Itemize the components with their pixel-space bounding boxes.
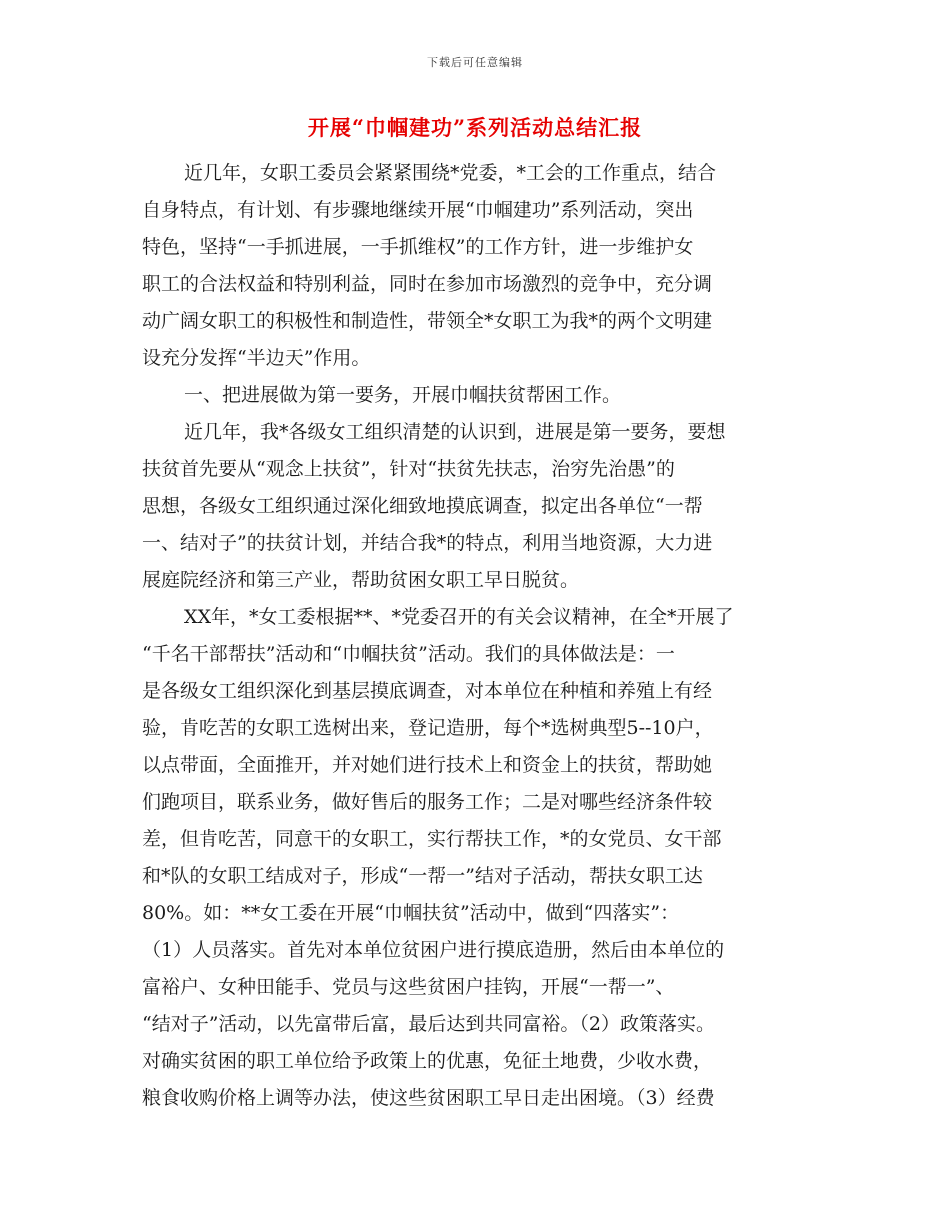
- text-line: 粮食收购价格上调等办法，使这些贫困职工早日走出困境。（3）经费: [142, 1087, 715, 1109]
- text-line: XX年，*女工委根据**、*党委召开的有关会议精神，在全*开展了: [184, 606, 734, 628]
- document-title: 开展“巾帼建功”系列活动总结汇报: [307, 115, 643, 140]
- paragraph-activities: [142, 599, 807, 1117]
- text-line: 动广阔女职工的积极性和制造性，带领全*女职工为我*的两个文明建: [142, 310, 713, 332]
- paragraph-intro: [142, 155, 807, 377]
- text-line: 80%。如：**女工委在开展“巾帼扶贫”活动中，做到“四落实”：: [142, 902, 680, 924]
- text-line: 近几年，女职工委员会紧紧围绕*党委，*工会的工作重点，结合: [184, 162, 717, 184]
- text-line: 自身特点，有计划、有步骤地继续开展“巾帼建功”系列活动，突出: [142, 199, 694, 221]
- text-line: 是各级女工组织深化到基层摸底调查，对本单位在种植和养殖上有经: [142, 680, 713, 702]
- text-line: 扶贫首先要从“观念上扶贫”，针对“扶贫先扶志，治穷先治愚”的: [142, 458, 675, 480]
- text-line: 一、把进展做为第一要务，开展巾帼扶贫帮困工作。: [184, 384, 622, 406]
- text-line: “结对子”活动，以先富带后富，最后达到共同富裕。（2）政策落实。: [142, 1013, 716, 1035]
- text-line: （1）人员落实。首先对本单位贫困户进行摸底造册，然后由本单位的: [142, 939, 725, 961]
- text-line: 们跑项目，联系业务，做好售后的服务工作；二是对哪些经济条件较: [142, 791, 713, 813]
- text-line: 一、结对子”的扶贫计划，并结合我*的特点，利用当地资源，大力进: [142, 532, 713, 554]
- text-line: 设充分发挥“半边天”作用。: [142, 347, 371, 369]
- text-line: “千名干部帮扶”活动和“巾帼扶贫”活动。我们的具体做法是：一: [142, 643, 675, 665]
- text-line: 和*队的女职工结成对子，形成“一帮一”结对子活动，帮扶女职工达: [142, 865, 703, 887]
- header-note: 下载后可任意编辑: [427, 56, 523, 69]
- text-line: 展庭院经济和第三产业，帮助贫困女职工早日脱贫。: [142, 569, 580, 591]
- text-line: 富裕户、女种田能手、党员与这些贫困户挂钩，开展“一帮一”、: [142, 976, 675, 998]
- paragraph-awareness: [142, 414, 807, 599]
- text-line: 差，但肯吃苦，同意干的女职工，实行帮扶工作，*的女党员、女干部: [142, 828, 722, 850]
- document-body: [142, 155, 807, 1117]
- text-line: 思想，各级女工组织通过深化细致地摸底调查，拟定出各单位“一帮: [142, 495, 703, 517]
- text-line: 对确实贫困的职工单位给予政策上的优惠，免征土地费，少收水费，: [142, 1050, 713, 1072]
- text-line: 近几年，我*各级女工组织清楚的认识到，进展是第一要务，要想: [184, 421, 726, 443]
- text-line: 职工的合法权益和特别利益，同时在参加市场激烈的竞争中，充分调: [142, 273, 713, 295]
- section-heading-1: [142, 377, 807, 414]
- text-line: 特色，坚持“一手抓进展，一手抓维权”的工作方针，进一步维护女: [142, 236, 694, 258]
- text-line: 以点带面，全面推开，并对她们进行技术上和资金上的扶贫，帮助她: [142, 754, 713, 776]
- text-line: 验，肯吃苦的女职工选树出来，登记造册，每个*选树典型5--10户，: [142, 717, 714, 739]
